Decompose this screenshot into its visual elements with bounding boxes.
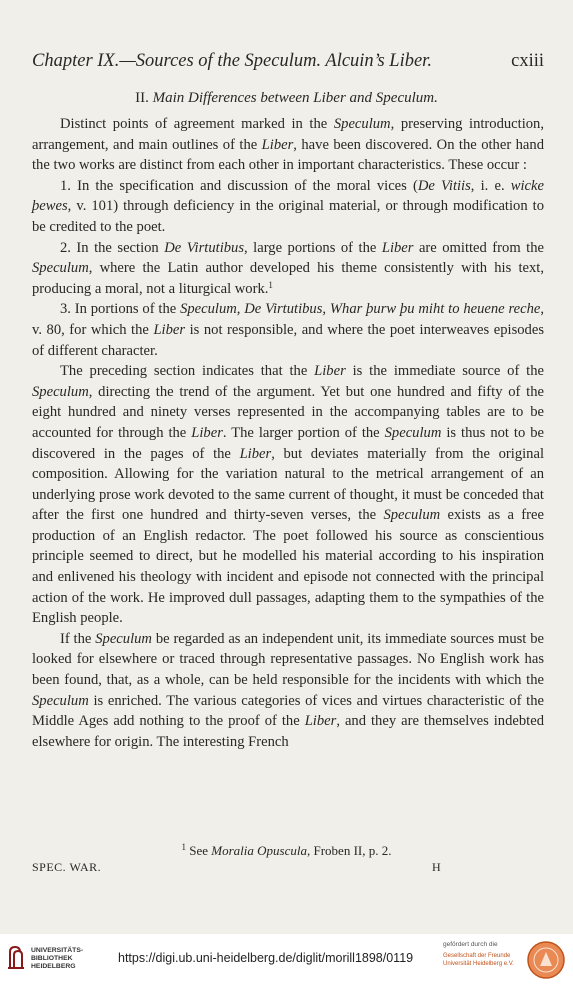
section-title: [0, 89, 573, 107]
paragraph-5: The preceding section indicates that the Liber is the immediate source of the Speculum, directing the trend of the argument. Yet but one hundred and fifty of the eight hundred and ninety verses represented in the accompanying tables are to be accounted for through the Liber. The larger portion of the Speculum is thus not to be discovered in the pages of the Liber, but deviates materially from the original composition. Allowing for the variation natural to the metrical arrangement of an underlying prose work devoted to the same current of thought, it must be conceded that after the first one hundred and thirty-seven verses, the Speculum exists as a free production of an English redactor. The poet followed his source as conscientious principle seemed to direct, but he modelled his material according to his inspiration and enlivened his theology with incident and episode not connected with the principal action of the work. He improved dull passages, adapting them to the sympathies of the English people.: [32, 363, 545, 627]
permalink-url[interactable]: https://digi.ub.uni-heidelberg.de/diglit/morill1898/0119: [118, 951, 414, 965]
sponsor-name: Gesellschaft der Freunde Universität Heidelberg e.V.: [443, 953, 514, 967]
footnote-marker: 1: [268, 279, 273, 290]
signature-letter: H: [432, 860, 441, 874]
body-text: [32, 114, 544, 752]
section-title-text: Main Differences between Liber and Speculum.: [152, 90, 438, 106]
running-header: [32, 50, 544, 72]
viewer-footer: [0, 934, 573, 985]
paragraph-1: Distinct points of agreement marked in the Speculum, preserving introduction, arrangement, and main outlines of the Liber, have been discovered. On the other hand the two works are distinct from each other in important characteristics. These occur :: [32, 116, 545, 174]
paragraph-4: 3. In portions of the Speculum, De Virtutibus, Whar þurw þu miht to heuene reche, v. 80, for which the Liber is not responsible, and where the poet interweaves episodes of different character.: [32, 301, 545, 359]
library-logo-icon: [6, 944, 26, 970]
paragraph-3: 2. In the section De Virtutibus, large portions of the Liber are omitted from the Speculum, where the Latin author developed his theme consistently with his text, producing a moral, not a liturgical work.$^1$: [32, 239, 544, 297]
paragraph-2: 1. In the specification and discussion of the moral vices (De Vitiis, i. e. wicke þewes, v. 101) through deficiency in the original material, or through modification to be credited to the poet.: [32, 177, 544, 235]
signature-mark: SPEC. WAR.: [32, 860, 102, 874]
university-seal-icon: [526, 940, 566, 980]
footnote: $^1$ See Moralia Opuscula, Froben II, p. 2.: [181, 842, 392, 858]
funded-by-label: gefördert durch die: [443, 941, 498, 948]
chapter-title: Chapter IX.—Sources of the Speculum. Alcuin’s Liber.: [32, 51, 432, 71]
section-number: II.: [135, 90, 149, 106]
library-name: UNIVERSITÄTS- BIBLIOTHEK HEIDELBERG: [31, 947, 84, 970]
paragraph-6: If the Speculum be regarded as an independent unit, its immediate sources must be looked for elsewhere or traced through representative passages. No English work has been found, that, as a whole, can be held responsible for the incidents with which the Speculum is enriched. The various categories of vices and virtues characteristic of the Middle Ages add nothing to the proof of the Liber, and they are themselves indebted elsewhere for origin. The interesting French: [32, 630, 545, 750]
page-number: cxiii: [511, 51, 544, 71]
